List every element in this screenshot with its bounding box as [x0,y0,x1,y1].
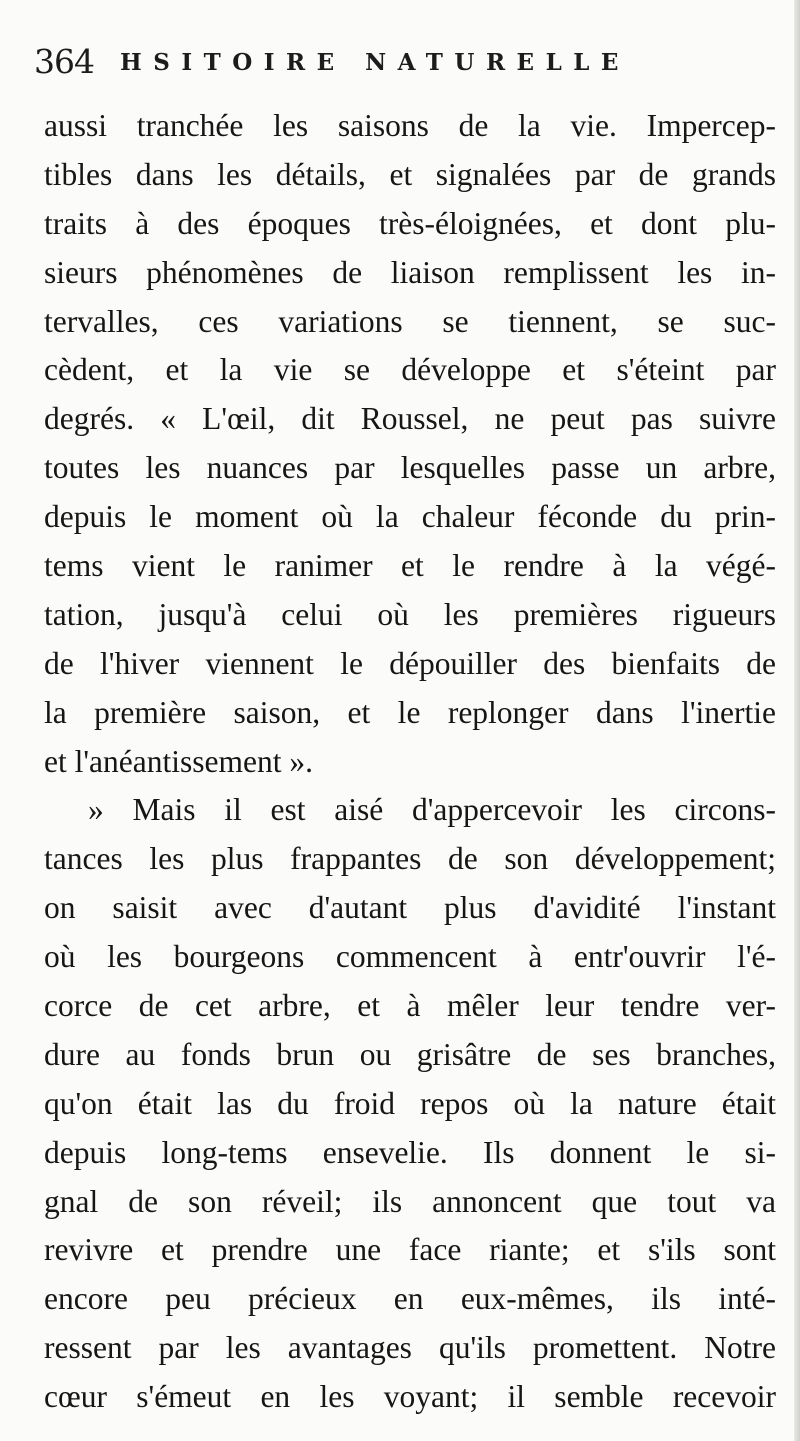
text-line: tibles dans les détails, et signalées par de grands [44,156,776,192]
text-line-paragraph-end: et l'anéantissement ». [44,743,313,779]
running-head: HSITOIRE NATURELLE [120,49,630,76]
text-line: degrés. « L'œil, dit Roussel, ne peut pas suivre [44,401,776,437]
text-line-paragraph-start: » Mais il est aisé d'appercevoir les circons- [88,792,776,828]
text-line: traits à des époques très-éloignées, et dont plu- [44,205,776,241]
text-line: on saisit avec d'autant plus d'avidité l'instant [44,890,776,926]
text-line: depuis le moment où la chaleur féconde du prin- [44,499,776,535]
text-line: sieurs phénomènes de liaison remplissent les in- [44,254,776,290]
text-line: ressent par les avantages qu'ils promettent. Notre [44,1330,776,1366]
page-header [34,40,774,86]
text-line: revivre et prendre une face riante; et s'ils sont [44,1232,776,1268]
text-line: tems vient le ranimer et le rendre à la végé- [44,548,776,584]
text-line: tation, jusqu'à celui où les premières rigueurs [44,596,776,632]
text-line: dure au fonds brun ou grisâtre de ses branches, [44,1036,776,1072]
text-line: de l'hiver viennent le dépouiller des bienfaits de [44,645,776,681]
body-text [44,102,776,1422]
text-line: corce de cet arbre, et à mêler leur tendre ver- [44,988,776,1024]
text-line: la première saison, et le replonger dans l'inertie [44,694,776,730]
text-line: où les bourgeons commencent à entr'ouvrir l'é- [44,939,776,975]
text-line: cèdent, et la vie se développe et s'éteint par [44,352,776,388]
page-number: 364 [34,42,94,81]
text-line: depuis long-tems ensevelie. Ils donnent le si- [44,1134,776,1170]
text-line: tervalles, ces variations se tiennent, se suc- [44,303,776,339]
text-line: aussi tranchée les saisons de la vie. Impercep- [44,108,776,143]
text-line: qu'on était las du froid repos où la nature était [44,1085,776,1121]
text-line: gnal de son réveil; ils annoncent que tout va [44,1183,776,1219]
text-line: encore peu précieux en eux-mêmes, ils inté- [44,1281,776,1317]
text-line: tances les plus frappantes de son développement; [44,841,776,877]
text-line: toutes les nuances par lesquelles passe un arbre, [44,450,776,486]
text-line: cœur s'émeut en les voyant; il semble recevoir [44,1379,776,1415]
page-edge-shadow [794,0,800,1441]
